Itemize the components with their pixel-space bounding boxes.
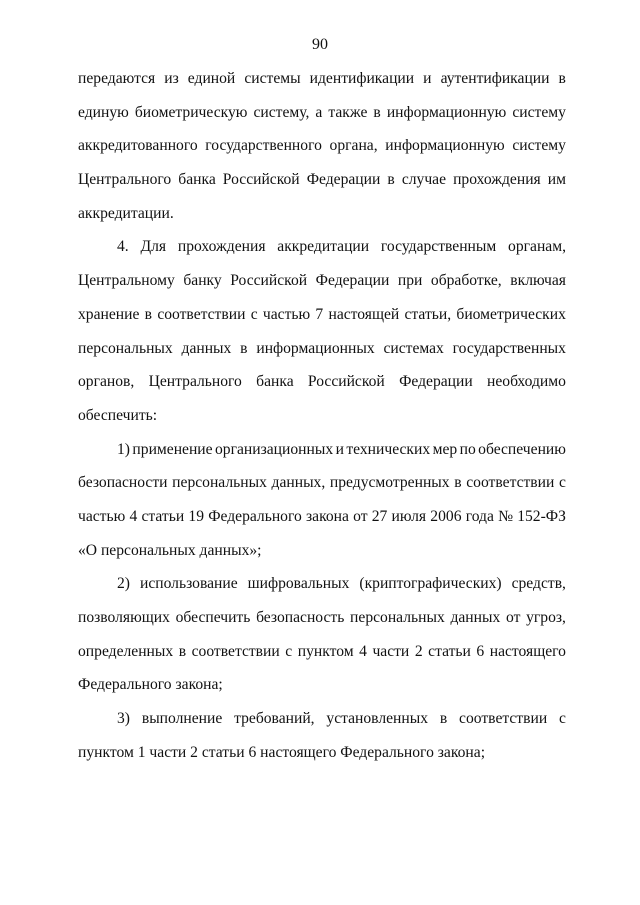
word: также	[328, 103, 368, 121]
text-line	[78, 339, 566, 373]
word: выполнение	[141, 710, 223, 728]
text-line	[78, 507, 566, 541]
word: июля	[391, 507, 427, 525]
word: прохождения	[453, 171, 541, 189]
word: данных	[450, 609, 501, 626]
word: 3)	[117, 710, 130, 728]
word: технических	[346, 440, 431, 458]
text-line: «О персональных данных»;	[78, 541, 262, 559]
list-item-2	[78, 574, 566, 709]
word: 7	[315, 305, 324, 323]
word: систему	[512, 137, 566, 155]
word: соответствии	[466, 474, 555, 492]
word: Российской	[222, 171, 300, 189]
word: соответствии	[157, 305, 246, 323]
word: системах	[383, 339, 444, 357]
word: 2006	[430, 507, 462, 525]
word: частью	[262, 305, 311, 323]
text-line	[78, 574, 566, 608]
word: Российской	[230, 272, 308, 290]
word: по	[459, 440, 476, 458]
text-line	[78, 709, 566, 743]
word: 152-ФЗ	[517, 507, 566, 525]
text-line	[78, 608, 566, 642]
page-number: 90	[312, 36, 328, 53]
word: настоящей	[328, 305, 400, 323]
word: 27	[371, 507, 388, 525]
word: 1)	[117, 440, 130, 458]
word: в	[454, 474, 462, 492]
word: единую	[78, 103, 129, 121]
word: применение	[132, 440, 213, 458]
list-item-1	[78, 440, 566, 575]
word: Федерации	[399, 373, 473, 391]
word: определенных	[78, 642, 174, 660]
text-line	[78, 69, 566, 103]
word: позволяющих	[78, 609, 170, 626]
word: биометрическую	[134, 103, 248, 121]
word: (криптографических)	[359, 575, 502, 593]
word: организационных	[215, 440, 334, 458]
word: шифровальных	[247, 575, 350, 593]
word: в	[178, 642, 187, 660]
word: частью	[78, 507, 126, 525]
word: Российской	[307, 373, 385, 391]
word: в	[144, 305, 153, 323]
word: систему,	[253, 103, 310, 121]
word: Федерации	[306, 171, 381, 189]
word: и	[423, 70, 432, 87]
word: безопасность	[256, 609, 345, 626]
text-line	[78, 237, 566, 271]
list-item-3	[78, 709, 566, 776]
word: закона	[305, 507, 349, 525]
word: предусмотренных	[329, 474, 450, 492]
text-line	[78, 372, 566, 406]
word: настоящего	[489, 642, 566, 660]
word: Федерального	[208, 507, 302, 525]
text-line: пунктом 1 части 2 статьи 6 настоящего Федерального закона;	[78, 743, 486, 761]
word: безопасности	[78, 474, 168, 492]
word: с	[250, 305, 258, 323]
word: в	[240, 339, 248, 357]
word: с	[559, 474, 566, 492]
word: биометрических	[456, 305, 566, 323]
word: информационную	[385, 137, 505, 155]
word: в	[558, 70, 566, 87]
word: необходимо	[487, 373, 566, 391]
word: информационных	[256, 339, 375, 357]
word: от	[505, 609, 521, 626]
word: Центрального	[148, 373, 242, 391]
word: данных,	[271, 474, 326, 492]
word: Федерации	[315, 272, 390, 290]
word: из	[164, 70, 179, 87]
word: банка	[256, 373, 294, 391]
text-line	[78, 305, 566, 339]
word: государственного	[205, 137, 322, 155]
word: от	[353, 507, 368, 525]
word: банку	[183, 272, 222, 290]
word: аккредитованного	[78, 137, 198, 155]
paragraph-4	[78, 237, 566, 439]
word: данных	[181, 339, 232, 357]
text-line	[78, 440, 566, 474]
word: с	[285, 642, 293, 660]
word: и	[335, 440, 344, 458]
word: 4	[129, 507, 138, 525]
word: части	[372, 642, 410, 660]
word: органов,	[78, 373, 135, 391]
word: персональных	[350, 609, 445, 626]
word: а	[315, 103, 323, 121]
word: обеспечению	[478, 440, 566, 458]
text-line: обеспечить:	[78, 406, 158, 424]
word: случае	[401, 171, 447, 189]
word: угроз,	[526, 609, 566, 626]
word: единой	[187, 70, 236, 87]
word: им	[547, 171, 566, 189]
word: 2	[414, 642, 423, 660]
word: 2)	[117, 575, 130, 593]
word: статьи	[428, 642, 471, 660]
text-line	[78, 473, 566, 507]
word: идентификации	[309, 70, 415, 87]
word: в	[387, 171, 395, 189]
word: при	[397, 272, 423, 290]
text-line: Федерального закона;	[78, 676, 223, 694]
text-line	[78, 136, 566, 170]
word: включая	[510, 272, 566, 290]
text-line	[78, 103, 566, 137]
word: прохождения	[177, 238, 266, 256]
word: информационную	[386, 103, 507, 121]
word: Центральному	[78, 272, 175, 290]
word: персональных	[172, 474, 267, 492]
word: передаются	[78, 70, 156, 87]
word: с	[559, 710, 566, 728]
word: средств,	[511, 575, 566, 593]
word: органам,	[508, 238, 566, 256]
word: 6	[476, 642, 485, 660]
word: мер	[432, 440, 458, 458]
word: статьи,	[404, 305, 452, 323]
word: соответствии	[459, 710, 548, 728]
word: установленных	[326, 710, 429, 728]
paragraph-continuation	[78, 69, 566, 237]
word: Для	[140, 238, 167, 256]
document-body	[78, 69, 566, 776]
text-line	[78, 271, 566, 305]
word: систему	[512, 103, 566, 121]
text-line	[78, 170, 566, 204]
word: обработке,	[430, 272, 502, 290]
word: статьи	[141, 507, 185, 525]
word: персональных	[78, 339, 173, 357]
word: года	[465, 507, 494, 525]
word: в	[373, 103, 381, 121]
word: органа,	[329, 137, 378, 155]
word: системы	[244, 70, 301, 87]
word: 19	[188, 507, 204, 525]
word: в	[439, 710, 448, 728]
word: 4	[359, 642, 367, 660]
text-line	[78, 642, 566, 676]
word: 4.	[117, 238, 129, 256]
word: государственных	[452, 339, 566, 357]
word: аккредитации	[277, 238, 370, 256]
text-line: аккредитации.	[78, 204, 174, 222]
word: соответствии	[191, 642, 280, 660]
word: обеспечить	[175, 609, 251, 626]
word: Центрального	[78, 171, 172, 189]
word: №	[498, 507, 513, 525]
word: аутентификации	[440, 70, 550, 87]
word: пунктом	[297, 642, 354, 660]
word: требований,	[234, 710, 315, 728]
word: государственным	[380, 238, 497, 256]
word: использование	[139, 575, 238, 593]
word: хранение	[78, 305, 140, 323]
word: банка	[178, 171, 216, 189]
